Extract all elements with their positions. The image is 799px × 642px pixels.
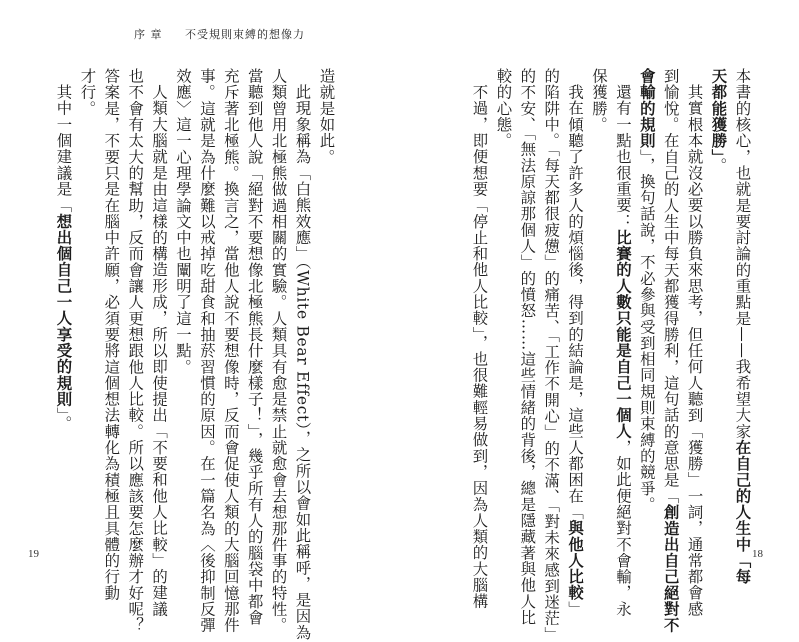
- text-run: 」。: [54, 407, 73, 432]
- bold-phrase: 與他人比較: [566, 520, 585, 601]
- bold-phrase: 天都能獲勝」: [709, 68, 728, 158]
- text-run: 人類曾用北極熊做過相關的實驗。人類具有愈是禁止就愈會去想那件事的特性。: [269, 68, 288, 634]
- right-page-column-11: [494, 68, 513, 149]
- left-page-column-12: [54, 84, 73, 432]
- text-run: 造就是如此。: [317, 68, 336, 165]
- left-page-column-3: [269, 68, 288, 634]
- text-run: 此現象稱為「白熊效應」（White Bear Effect），之所以會如此稱呼，是因為: [293, 84, 312, 641]
- text-run: 人類大腦就是由這樣的構造形成，所以即使提出「不要和他人比較」的建議: [150, 84, 169, 617]
- bold-phrase: 會輸的規則: [637, 68, 656, 149]
- right-page-column-6: [615, 84, 630, 617]
- text-run: 較的心態。: [494, 68, 513, 149]
- right-page-column-7: [591, 68, 606, 133]
- running-header: [134, 26, 305, 42]
- right-page-column-10: [518, 68, 537, 626]
- right-page-column-8: [566, 84, 585, 617]
- text-run: 事。這就是為什麼難以戒掉吃甜食和抽菸習慣的原因。在一篇名為〈後抑制反彈: [197, 68, 216, 634]
- chapter-label: 序 章: [134, 28, 163, 41]
- left-page-column-5: [221, 68, 240, 634]
- left-page-column-4: [245, 68, 264, 626]
- text-run: ，如此便絕對不會輸，永: [613, 439, 632, 617]
- text-run: 」: [566, 600, 585, 617]
- left-page-column-7: [175, 68, 190, 375]
- text-run: 到愉悅。在自己的人生中每天都獲得勝利，這句話的意思是「: [661, 68, 680, 505]
- left-page-column-9: [126, 68, 145, 634]
- left-page-column-6: [199, 68, 214, 633]
- page-number-right: 18: [752, 548, 763, 560]
- right-page-column-12: [470, 84, 489, 610]
- text-run: 不過，即便想要「停止和他人比較」，也很難輕易做到，因為人類的大腦構: [470, 84, 489, 610]
- left-page-column-1: [317, 68, 336, 165]
- left-page-column-11: [78, 68, 97, 117]
- text-run: 保獲勝。: [590, 68, 608, 133]
- text-run: 也不會有太大的幫助，反而會讓人更想跟他人比較。所以應該要怎麼辦才好呢？: [126, 68, 145, 634]
- text-run: 我在傾聽了許多人的煩惱後，得到的結論是，這些人都困在「: [566, 84, 585, 521]
- left-page-column-10: [102, 68, 121, 601]
- right-page-column-9: [542, 68, 561, 642]
- text-run: 的陷阱中。「每天都很疲憊」的痛苦、「工作不開心」的不滿、「對未來感到迷茫」: [542, 68, 561, 642]
- text-run: 充斥著北極熊。換言之，當他人說不要想像時，反而會促使人類的大腦回憶那件: [221, 68, 240, 634]
- page-number-left: 19: [28, 548, 39, 560]
- left-page-column-2: [293, 84, 312, 641]
- right-page-column-3: [685, 84, 704, 617]
- right-page-column-4: [661, 68, 680, 634]
- text-run: 才行。: [78, 68, 97, 117]
- bold-phrase: 創造出自己絕對不: [661, 504, 680, 634]
- bold-phrase: 在自己的人生中「每: [733, 439, 752, 585]
- text-run: 的不安、「無法原諒那個人」的憤怒……這些情緒的背後，總是隱藏著與他人比: [518, 68, 537, 626]
- text-run: 還有一點也很重要：: [613, 84, 632, 230]
- text-run: 」，換句話說，不必參與受到相同規則束縛的競爭。: [637, 148, 656, 513]
- text-run: 其實根本就沒必要以勝負來思考，但任何人聽到「獲勝」一詞，通常都會感: [685, 84, 704, 617]
- right-page-column-2: [709, 68, 728, 174]
- bold-phrase: 比賽的人數只能是自己一個人: [613, 229, 632, 440]
- text-run: 本書的核心，也就是要討論的重點是——我希望大家: [733, 68, 752, 440]
- text-run: 效應〉這一心理學論文中也闡明了這一點。: [174, 68, 192, 375]
- text-run: 其中一個建議是「: [54, 84, 73, 214]
- text-run: 答案是，不要只是在腦中許願，必須要將這個想法轉化為積極且具體的行動: [102, 68, 121, 601]
- chapter-title: 不受規則束縛的想像力: [185, 28, 305, 41]
- bold-phrase: 想出個自己一人享受的規則: [54, 213, 73, 408]
- left-page-column-8: [150, 84, 169, 617]
- text-run: 當聽到他人說「絕對不要想像北極熊長什麼樣子！」，幾乎所有人的腦袋中都會: [245, 68, 264, 626]
- right-page-column-1: [733, 68, 752, 585]
- text-run: 。: [709, 157, 728, 174]
- right-page-column-5: [637, 68, 656, 513]
